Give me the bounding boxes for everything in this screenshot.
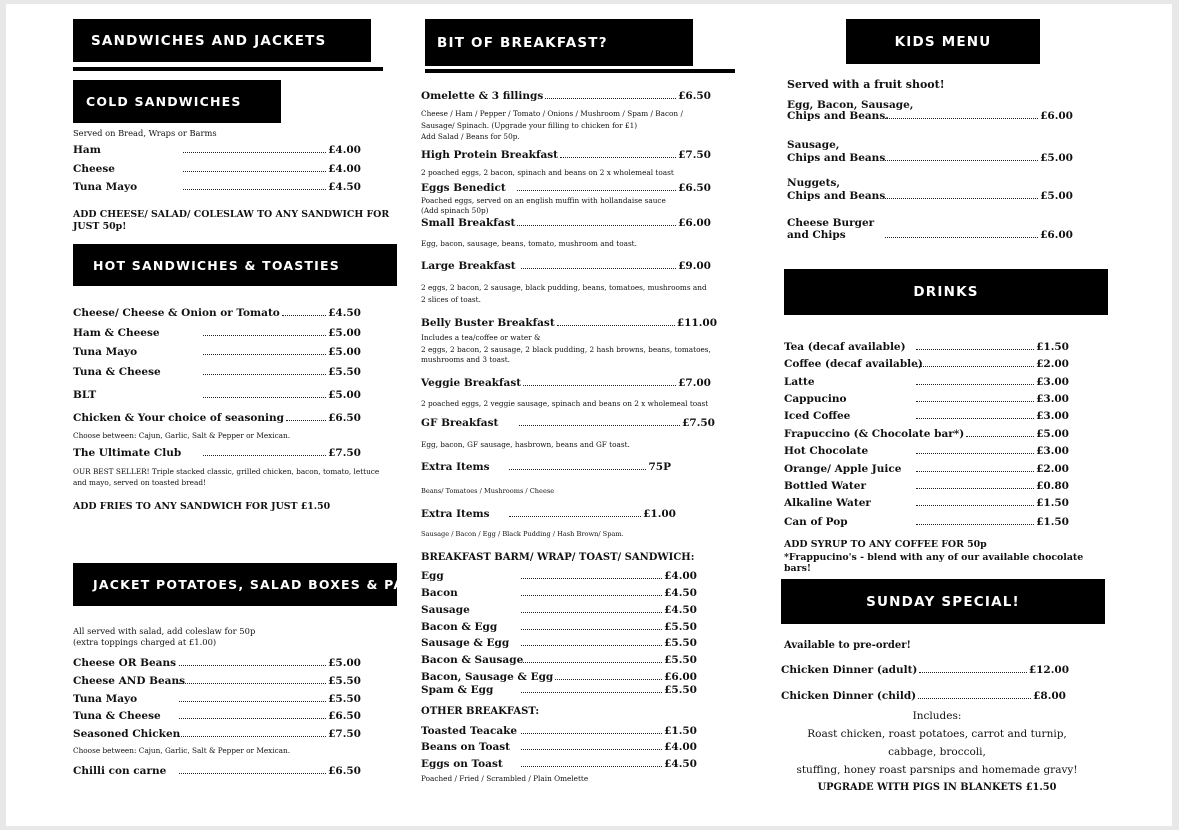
menu-item: Tuna & Cheese £6.50 [73, 710, 361, 722]
barm-header: BREAKFAST BARM/ WRAP/ TOAST/ SANDWICH: [421, 552, 695, 563]
menu-item: Ham & Cheese £5.00 [73, 327, 361, 339]
menu-item: Omelette & 3 fillings £6.50 [421, 90, 711, 102]
menu-item: Bacon & Egg £5.50 [421, 621, 697, 633]
divider [73, 67, 383, 71]
frappucino-note: *Frappucino's - blend with any of our available chocolate bars! [784, 552, 1084, 574]
seasoning-note: Choose between: Cajun, Garlic, Salt & Pepper or Mexican. [73, 431, 291, 440]
divider [425, 69, 735, 73]
menu-item: Seasoned Chicken £7.50 [73, 728, 361, 740]
jacket-note: (extra toppings charged at £1.00) [73, 637, 217, 647]
pigs-in-blankets-upgrade: UPGRADE WITH PIGS IN BLANKETS £1.50 [817, 782, 1057, 793]
menu-item: Latte £3.00 [784, 376, 1069, 388]
menu-item: Alkaline Water £1.50 [784, 497, 1069, 509]
menu-item: Extra Items £1.00 [421, 508, 676, 520]
club-note: OUR BEST SELLER! Triple stacked classic, grilled chicken, bacon, tomato, lettuce [73, 467, 380, 476]
item-note: Egg, bacon, GF sausage, hasbrown, beans and GF toast. [421, 440, 630, 449]
item-note: Cheese / Ham / Pepper / Tomato / Onions / Mushroom / Spam / Bacon / [421, 109, 683, 118]
menu-item: Chips and Beans £5.00 [787, 152, 1073, 164]
menu-item: Toasted Teacake £1.50 [421, 725, 697, 737]
menu-item: Small Breakfast £6.00 [421, 217, 711, 229]
menu-item: Cheese OR Beans £5.00 [73, 657, 361, 669]
item-note: 2 eggs, 2 bacon, 2 sausage, black pudding, beans, tomatoes, mushrooms and [421, 283, 707, 292]
menu-item: GF Breakfast £7.50 [421, 417, 715, 429]
item-note: Beans/ Tomatoes / Mushrooms / Cheese [421, 487, 555, 495]
menu-item: Sausage & Egg £5.50 [421, 637, 697, 649]
seasoning-note: Choose between: Cajun, Garlic, Salt & Pepper or Mexican. [73, 746, 291, 755]
menu-item: Frapuccino (& Chocolate bar*) £5.00 [784, 428, 1069, 440]
kids-item-line: Cheese Burger [787, 217, 875, 229]
menu-item: Veggie Breakfast £7.00 [421, 377, 711, 389]
menu-item: Cheese AND Beans £5.50 [73, 675, 361, 687]
menu-item: Extra Items 75P [421, 461, 671, 473]
item-note: (Add spinach 50p) [421, 206, 489, 215]
item-note: 2 eggs, 2 bacon, 2 sausage, 2 black pudding, 2 hash browns, beans, tomatoes, [421, 345, 711, 354]
menu-item: Can of Pop £1.50 [784, 516, 1069, 528]
menu-item: Cappucino £3.00 [784, 393, 1069, 405]
item-note: Poached eggs, served on an english muffin with hollandaise sauce [421, 196, 666, 205]
sunday-note: Available to pre-order! [784, 640, 911, 651]
menu-item: BLT £5.00 [73, 389, 361, 401]
item-note: mushrooms and 3 toast. [421, 355, 510, 364]
menu-item: The Ultimate Club £7.50 [73, 447, 361, 459]
menu-item: Tuna Mayo £5.50 [73, 693, 361, 705]
menu-item: Eggs on Toast £4.50 [421, 758, 697, 770]
cold-sandwiches-header: COLD SANDWICHES [73, 80, 281, 123]
menu-item: Sausage £4.50 [421, 604, 697, 616]
item-note: Sausage/ Spinach. (Upgrade your filling to chicken for £1) [421, 121, 638, 130]
jacket-note: All served with salad, add coleslaw for 50p [73, 626, 256, 636]
includes-label: Includes: [912, 710, 962, 722]
menu-item: Large Breakfast £9.00 [421, 260, 711, 272]
menu-item: Cheese/ Cheese & Onion or Tomato £4.50 [73, 307, 361, 319]
menu-item: Egg £4.00 [421, 570, 697, 582]
fries-addon-note: ADD FRIES TO ANY SANDWICH FOR JUST £1.50 [73, 501, 331, 512]
jacket-potatoes-header: JACKET POTATOES, SALAD BOXES & PASTA [73, 563, 397, 606]
includes-line: stuffing, honey roast parsnips and homemade gravy! [796, 764, 1078, 776]
menu-item: Bacon £4.50 [421, 587, 697, 599]
menu-item: Chilli con carne £6.50 [73, 765, 361, 777]
menu-item: and Chips £6.00 [787, 229, 1073, 241]
menu-item: Orange/ Apple Juice £2.00 [784, 463, 1069, 475]
menu-page [6, 4, 1172, 826]
kids-item-line: Egg, Bacon, Sausage, [787, 99, 914, 111]
menu-item: Iced Coffee £3.00 [784, 410, 1069, 422]
kids-item-line: Sausage, [787, 139, 840, 151]
menu-item: Bacon, Sausage & Egg £6.00 [421, 671, 697, 683]
menu-item: Chicken & Your choice of seasoning £6.50 [73, 412, 361, 424]
item-note: Add Salad / Beans for 50p. [421, 132, 520, 141]
kids-item-line: Nuggets, [787, 177, 841, 189]
cold-addon-note: ADD CHEESE/ SALAD/ COLESLAW TO ANY SANDWICH FOR JUST 50p! [73, 209, 390, 232]
menu-item: Tuna & Cheese £5.50 [73, 366, 361, 378]
menu-item: Tea (decaf available) £1.50 [784, 341, 1069, 353]
includes-line: Roast chicken, roast potatoes, carrot and turnip, [807, 728, 1067, 740]
menu-item: Beans on Toast £4.00 [421, 741, 697, 753]
menu-item: Eggs Benedict £6.50 [421, 182, 711, 194]
menu-item: Ham £4.00 [73, 144, 361, 156]
menu-item: Tuna Mayo £4.50 [73, 181, 361, 193]
item-note: 2 poached eggs, 2 bacon, spinach and beans on 2 x wholemeal toast [421, 168, 674, 177]
menu-item: Chips and Beans £5.00 [787, 190, 1073, 202]
sandwiches-jackets-header: SANDWICHES AND JACKETS [73, 19, 371, 62]
hot-sandwiches-header: HOT SANDWICHES & TOASTIES [73, 244, 397, 286]
item-note: Sausage / Bacon / Egg / Black Pudding / Hash Brown/ Spam. [421, 530, 624, 538]
menu-item: Bottled Water £0.80 [784, 480, 1069, 492]
club-note: and mayo, served on toasted bread! [73, 478, 206, 487]
item-note: 2 slices of toast. [421, 295, 481, 304]
breakfast-header: BIT OF BREAKFAST? [425, 19, 693, 66]
cold-sandwiches-note: Served on Bread, Wraps or Barms [73, 128, 217, 138]
menu-item: Chicken Dinner (child) £8.00 [781, 690, 1066, 702]
other-breakfast-header: OTHER BREAKFAST: [421, 706, 540, 717]
menu-item: High Protein Breakfast £7.50 [421, 149, 711, 161]
menu-item: Chips and Beans. £6.00 [787, 110, 1073, 122]
menu-item: Coffee (decaf available) £2.00 [784, 358, 1069, 370]
menu-item: Cheese £4.00 [73, 163, 361, 175]
menu-item: Spam & Egg £5.50 [421, 684, 697, 696]
item-note: 2 poached eggs, 2 veggie sausage, spinach and beans on 2 x wholemeal toast [421, 399, 709, 408]
syrup-addon-note: ADD SYRUP TO ANY COFFEE FOR 50p [784, 539, 987, 550]
includes-line: cabbage, broccoli, [888, 746, 986, 758]
menu-item: Belly Buster Breakfast £11.00 [421, 317, 717, 329]
menu-item: Hot Chocolate £3.00 [784, 445, 1069, 457]
item-note: Egg, bacon, sausage, beans, tomato, mushroom and toast. [421, 239, 637, 248]
menu-item: Chicken Dinner (adult) £12.00 [781, 664, 1069, 676]
menu-item: Bacon & Sausage £5.50 [421, 654, 697, 666]
drinks-header: DRINKS [784, 269, 1108, 315]
other-breakfast-note: Poached / Fried / Scrambled / Plain Omelette [421, 774, 589, 783]
sunday-special-header: SUNDAY SPECIAL! [781, 579, 1105, 624]
item-note: Includes a tea/coffee or water & [421, 333, 541, 342]
kids-note: Served with a fruit shoot! [787, 78, 945, 91]
menu-item: Tuna Mayo £5.00 [73, 346, 361, 358]
kids-menu-header: KIDS MENU [846, 19, 1040, 64]
